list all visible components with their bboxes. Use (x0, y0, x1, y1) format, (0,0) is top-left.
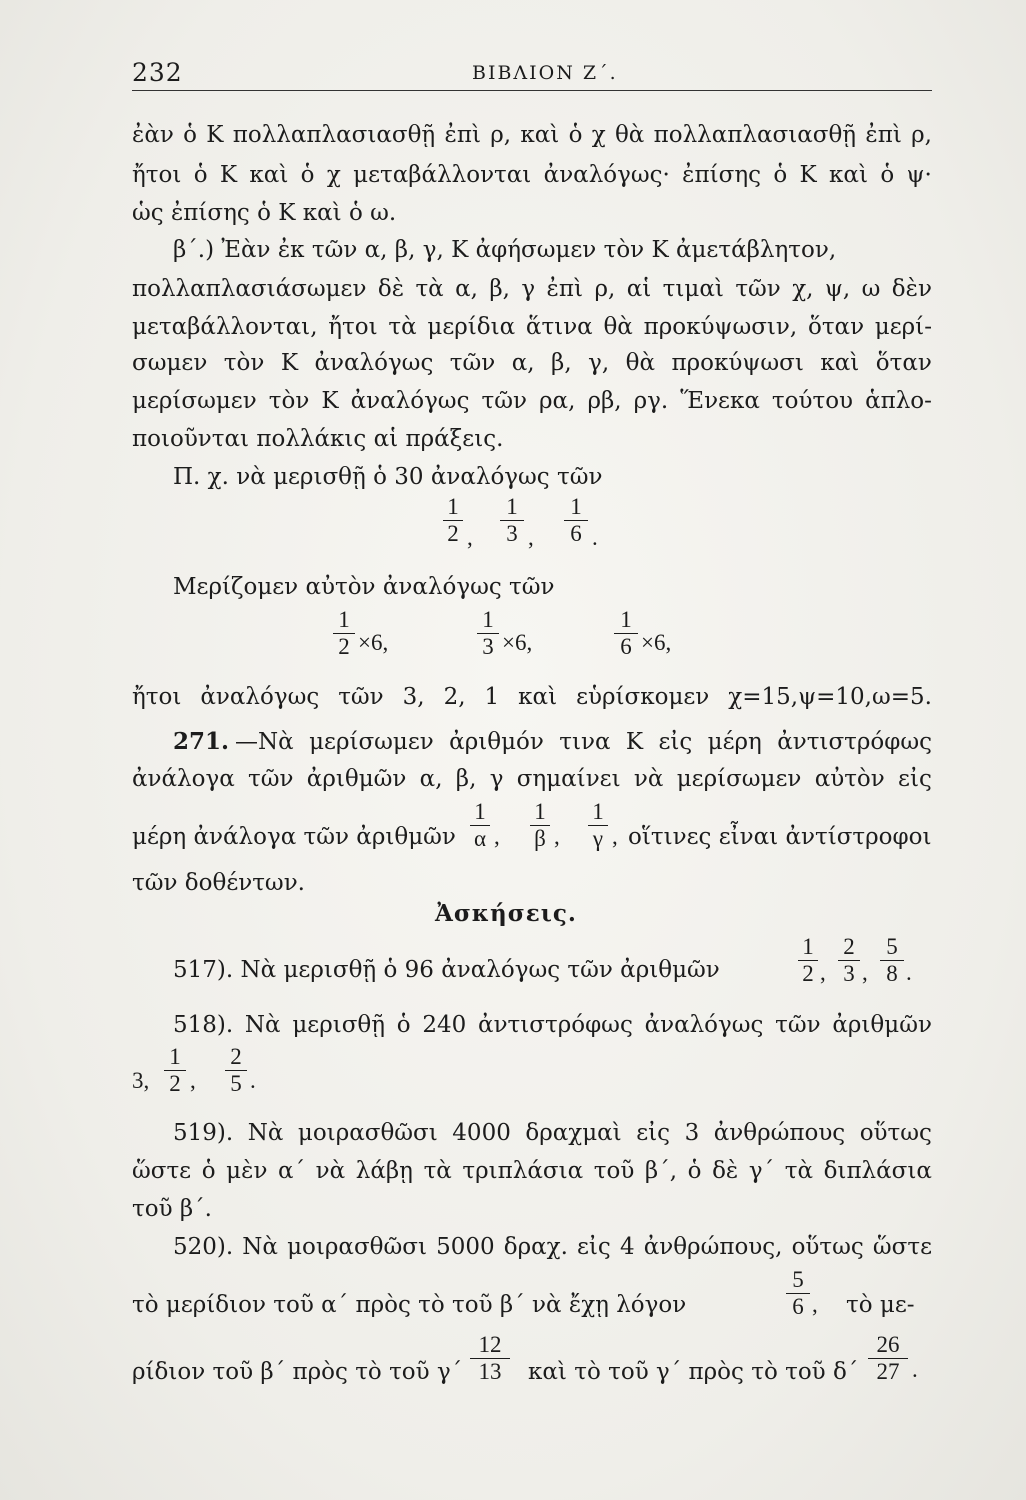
fraction: 2 5 (225, 1045, 247, 1096)
text-line: β΄.) Ἐὰν ἐκ τῶν α, β, γ, Κ ἀφήσωμεν τὸν Κ ἀμετάβλητον, (173, 237, 837, 263)
times-six: ×6, (358, 630, 389, 655)
text-line: Μερίζομεν αὐτὸν ἀναλόγως τῶν (173, 574, 555, 600)
fraction: 12 13 (470, 1333, 510, 1384)
fraction: 1 2 (164, 1045, 186, 1096)
text-span: —Νὰ μερίσωμεν ἀριθμόν τινα Κ εἰς μέρη ἀντιστρόφως (235, 729, 932, 755)
text-line: ποιοῦνται πολλάκις αἱ πράξεις. (132, 426, 504, 452)
text-line: τὸ μερίδιον τοῦ α΄ πρὸς τὸ τοῦ β΄ νὰ ἔχῃ λόγον (132, 1292, 687, 1318)
text-line: μέρη ἀνάλογα τῶν ἀριθμῶν (132, 824, 456, 850)
text-line: ἤτοι ἀναλόγως τῶν 3, 2, 1 καὶ εὑρίσκομεν χ=15,ψ=10,ω=5. (132, 684, 932, 710)
exercise-518: 518). Νὰ μερισθῇ ὁ 240 ἀντιστρόφως ἀναλόγως τῶν ἀριθμῶν (173, 1012, 932, 1038)
text-line: μερίσωμεν τὸν Κ ἀναλόγως τῶν ρα, ρβ, ργ. Ἕνεκα τούτου ἁπλο- (132, 388, 932, 414)
fraction: 5 8 (880, 935, 904, 986)
fraction: 5 6 (786, 1268, 810, 1319)
text-line: τῶν δοθέντων. (132, 870, 305, 896)
text-line: καὶ τὸ τοῦ γ΄ πρὸς τὸ τοῦ δ΄ (528, 1359, 859, 1385)
section-number: 271. (173, 728, 230, 755)
exercise-520: 520). Νὰ μοιρασθῶσι 5000 δραχ. εἰς 4 ἀνθρώπους, οὕτως ὥστε (173, 1234, 932, 1260)
comma: , (812, 1292, 818, 1317)
text-line: μεταβάλλονται, ἤτοι τὰ μερίδια ἅτινα θὰ προκύψωσιν, ὅταν μερί- (132, 314, 932, 340)
text-line: ὡς ἐπίσης ὁ Κ καὶ ὁ ω. (132, 200, 397, 226)
exercise-517: 517). Νὰ μερισθῇ ὁ 96 ἀναλόγως τῶν ἀριθμῶν (173, 957, 720, 983)
times-six: ×6, (502, 630, 533, 655)
comma: , (862, 960, 868, 985)
fraction: 1 6 (564, 495, 588, 546)
period: . (250, 1068, 256, 1093)
exercise-519: 519). Νὰ μοιρασθῶσι 4000 δραχμαὶ εἰς 3 ἀνθρώπους οὕτως (173, 1120, 932, 1146)
comma: , (190, 1068, 196, 1093)
comma: , (820, 960, 826, 985)
section-271-line (173, 727, 932, 757)
comma: , (612, 824, 618, 849)
fraction: 1 β (530, 800, 550, 851)
fraction: 1 3 (477, 608, 499, 659)
fraction: 1 3 (500, 495, 524, 546)
text-line: ὥστε ὁ μὲν α΄ νὰ λάβῃ τὰ τριπλάσια τοῦ β΄, ὁ δὲ γ΄ τὰ διπλάσια (132, 1158, 932, 1184)
page-header (132, 58, 932, 91)
times-six: ×6, (641, 630, 672, 655)
fraction: 1 2 (443, 495, 463, 546)
comma: , (494, 824, 500, 849)
comma: , (554, 824, 560, 849)
fraction: 1 γ (588, 800, 608, 851)
text-line: οἵτινες εἶναι ἀντίστροφοι (628, 824, 932, 850)
fraction: 1 α (470, 800, 490, 851)
number-three: 3, (132, 1068, 150, 1093)
text-line: τὸ με- (846, 1292, 915, 1318)
text-line: πολλαπλασιάσωμεν δὲ τὰ α, β, γ ἐπὶ ρ, αἱ τιμαὶ τῶν χ, ψ, ω δὲν (132, 276, 932, 302)
fraction: 1 2 (333, 608, 355, 659)
exercises-title: Ἀσκήσεις. (435, 900, 577, 927)
comma: , (528, 525, 534, 550)
fraction: 1 2 (798, 935, 818, 986)
text-line: ἤτοι ὁ Κ καὶ ὁ χ μεταβάλλονται ἀναλόγως· ἐπίσης ὁ Κ καὶ ὁ ψ· (132, 162, 932, 188)
fraction: 2 3 (838, 935, 860, 986)
running-title: ΒΙΒΛΙΟΝ Ζ΄. (472, 62, 618, 84)
text-line: ἐὰν ὁ Κ πολλαπλασιασθῇ ἐπὶ ρ, καὶ ὁ χ θὰ πολλαπλασιασθῇ ἐπὶ ρ, (132, 122, 932, 148)
text-line: Π. χ. νὰ μερισθῇ ὁ 30 ἀναλόγως τῶν (173, 464, 603, 490)
page-number: 232 (132, 58, 183, 87)
text-line: ἀνάλογα τῶν ἀριθμῶν α, β, γ σημαίνει νὰ μερίσωμεν αὐτὸν εἰς (132, 766, 932, 792)
period: . (906, 960, 912, 985)
text-line: ρίδιον τοῦ β΄ πρὸς τὸ τοῦ γ΄ (132, 1359, 463, 1385)
period: . (912, 1357, 918, 1382)
fraction: 26 27 (868, 1333, 908, 1384)
text-line: σωμεν τὸν Κ ἀναλόγως τῶν α, β, γ, θὰ προκύψωσι καὶ ὅταν (132, 350, 932, 376)
period: . (592, 525, 598, 550)
comma: , (467, 525, 473, 550)
text-line: τοῦ β΄. (132, 1196, 212, 1222)
fraction: 1 6 (614, 608, 638, 659)
